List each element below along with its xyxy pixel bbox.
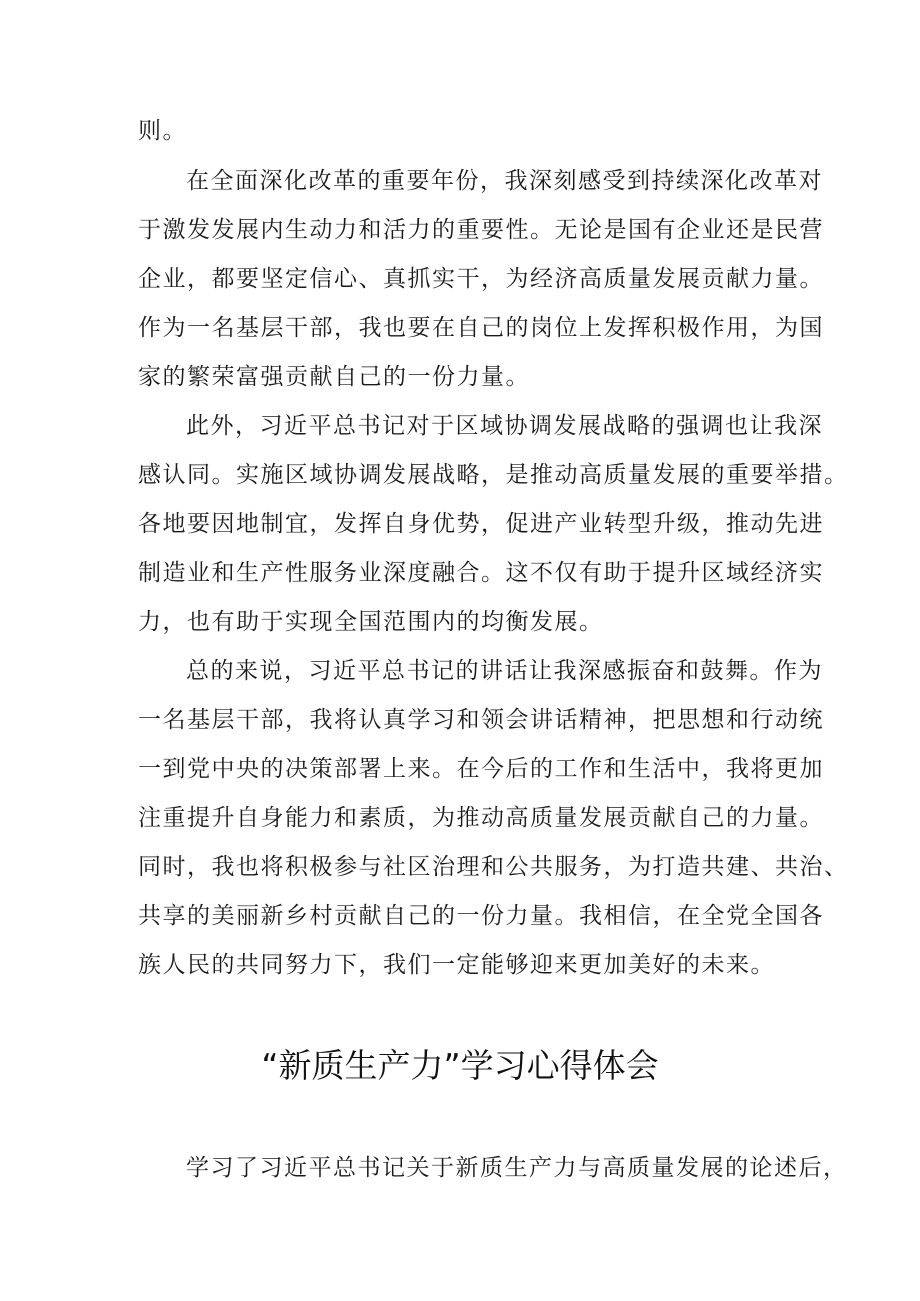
paragraph-4-line-2: 一名基层干部，我将认真学习和领会讲话精神，把思想和行动统 — [138, 707, 824, 733]
paragraph-2-line-1: 在全面深化改革的重要年份，我深刻感受到持续深化改革对 — [186, 168, 823, 194]
paragraph-3-line-4: 制造业和生产性服务业深度融合。这不仅有助于提升区域经济实 — [138, 560, 824, 586]
paragraph-2-line-2: 于激发发展内生动力和活力的重要性。无论是国有企业还是民营 — [138, 217, 824, 243]
paragraph-1-line-1: 则。 — [138, 118, 187, 144]
paragraph-4-line-7: 族人民的共同努力下，我们一定能够迎来更加美好的未来。 — [138, 952, 775, 978]
paragraph-3-line-1: 此外，习近平总书记对于区域协调发展战略的强调也让我深 — [186, 413, 823, 439]
paragraph-4-line-6: 共享的美丽新乡村贡献自己的一份力量。我相信，在全党全国各 — [138, 903, 824, 929]
paragraph-2-line-5: 家的繁荣富强贡献自己的一份力量。 — [138, 364, 530, 390]
paragraph-4-line-1: 总的来说，习近平总书记的讲话让我深感振奋和鼓舞。作为 — [186, 658, 823, 684]
paragraph-2-line-3: 企业，都要坚定信心、真抓实干，为经济高质量发展贡献力量。 — [138, 266, 824, 292]
paragraph-4-line-3: 一到党中央的决策部署上来。在今后的工作和生活中，我将更加 — [138, 756, 824, 782]
paragraph-4-line-4: 注重提升自身能力和素质，为推动高质量发展贡献自己的力量。 — [138, 805, 824, 831]
section-heading: “新质生产力”学习心得体会 — [261, 1046, 659, 1085]
paragraph-3-line-3: 各地要因地制宜，发挥自身优势，促进产业转型升级，推动先进 — [138, 511, 824, 537]
paragraph-2-line-4: 作为一名基层干部，我也要在自己的岗位上发挥积极作用，为国 — [138, 315, 824, 341]
paragraph-5-line-1: 学习了习近平总书记关于新质生产力与高质量发展的论述后， — [186, 1155, 848, 1181]
paragraph-3-line-2: 感认同。实施区域协调发展战略，是推动高质量发展的重要举措。 — [138, 462, 849, 488]
paragraph-3-line-5: 力，也有助于实现全国范围内的均衡发展。 — [138, 609, 604, 635]
paragraph-4-line-5: 同时，我也将积极参与社区治理和公共服务，为打造共建、共治、 — [138, 854, 849, 880]
